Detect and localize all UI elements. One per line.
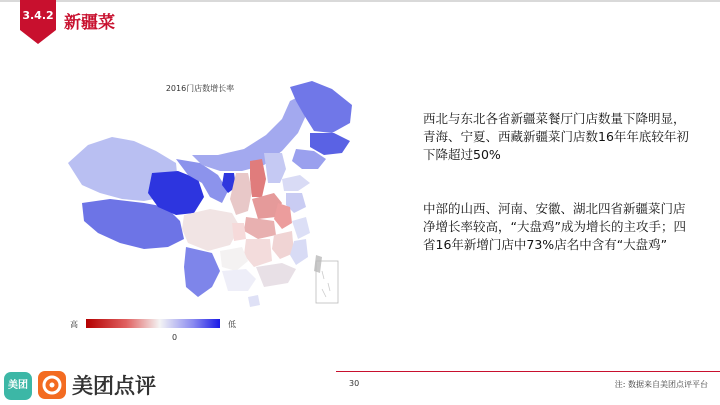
region-shandong: [282, 175, 310, 191]
region-hunan: [244, 239, 272, 267]
section-title: 新疆菜: [64, 13, 115, 33]
region-inner-mongolia: [192, 95, 308, 171]
region-hebei: [264, 153, 286, 183]
region-yunnan: [184, 247, 220, 297]
section-badge: [20, 0, 56, 44]
legend-gradient-bar: [86, 319, 220, 328]
china-choropleth-map: [60, 75, 360, 315]
section-number: 3.4.2: [22, 9, 54, 22]
page-number: 30: [349, 379, 360, 388]
region-zhejiang: [292, 217, 310, 239]
region-hainan: [248, 295, 260, 307]
region-chongqing: [232, 223, 246, 241]
brand-name: 美团点评: [72, 374, 156, 398]
region-sichuan: [182, 209, 240, 251]
legend-low-label: 低: [228, 320, 236, 329]
map-title: 2016门店数增长率: [165, 84, 235, 93]
region-jilin: [310, 133, 350, 155]
legend-high-label: 高: [70, 320, 78, 329]
region-guangdong: [256, 263, 296, 287]
region-guizhou: [220, 247, 248, 271]
footer-divider: [336, 371, 720, 372]
source-note: 注: 数据来自美团点评平台: [614, 380, 708, 389]
legend-zero-label: 0: [172, 333, 178, 342]
region-guangxi: [222, 269, 256, 291]
meituan-badge: 美团: [4, 372, 32, 400]
top-divider: [0, 0, 720, 2]
paragraph-central: 中部的山西、河南、安徽、湖北四省新疆菜门店净增长率较高，“大盘鸡”成为增长的主攻手；四省16年新增门店中73%店名中含有“大盘鸡”: [423, 201, 686, 252]
region-taiwan: [314, 255, 322, 273]
region-hubei: [244, 217, 276, 239]
paragraph-northwest: 西北与东北各省新疆菜餐厅门店数量下降明显，青海、宁夏、西藏新疆菜门店数16年年底较年初下降超过50%: [423, 111, 689, 162]
meituan-logo-icon: [38, 371, 66, 399]
